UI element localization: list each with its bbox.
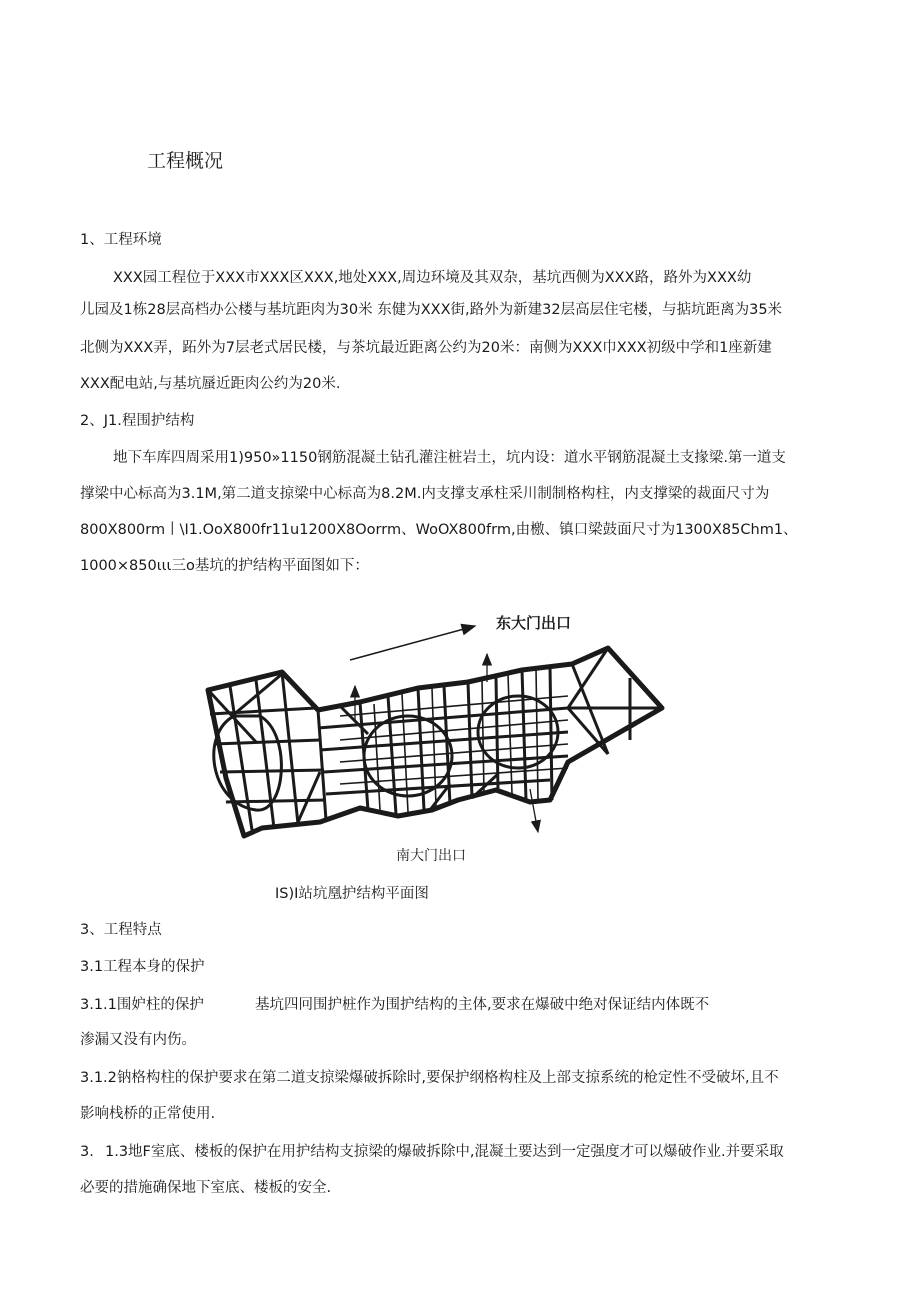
item-3-1-1-text: 基坑四冋围护桩作为围护结构的主体,要求在爆破中绝对保证结内体既不 — [255, 997, 710, 1013]
item-3-1-1-cont: 渗漏又没有内伤。 — [80, 1032, 196, 1048]
figure-caption: IS)I站坑凰护结构平面图 — [275, 886, 429, 902]
down-arrow-icon — [530, 789, 538, 832]
east-exit-label: 东大门出口 — [496, 615, 572, 632]
south-exit-label: 南大门出口 — [396, 847, 466, 863]
section-2-heading: 2、J1.程围护结构 — [80, 413, 195, 429]
page-title: 工程概况 — [147, 150, 224, 172]
section-1-line-2: 儿园及1栋28层高档办公楼与基坑距肉为30米 东健为XXX街,路外为新建32层高层住宅楼，与掂坑距离为35米 — [80, 302, 783, 318]
section-1-line-1: XXX园工程位于XXX市XXX区XXX,地处XXX,周边环境及其双杂，基坑西侧为XXX路，路外为XXX幼 — [113, 270, 752, 286]
enclosure-plan-figure — [200, 604, 680, 863]
item-3-1-3-label: 3. — [80, 1144, 94, 1160]
item-3-1-2-cont: 影响栈桥的正常使用. — [80, 1106, 216, 1122]
item-3-1-1-label: 3.1.1围妒柱的保护 — [80, 997, 204, 1013]
section-3-heading: 3、工程特点 — [80, 922, 162, 938]
item-3-1-3-cont: 必要的措施确保地下室底、楼板的安全. — [80, 1180, 332, 1196]
section-2-line-3: 800X800rm丨\I1.OoX800fr11u1200X8Oorrm、WoOX800frm,由檄、镇口梁鼓面尺寸为1300X85Chm1、 — [80, 522, 798, 538]
item-3-1-2-text: 3.1.2钠格构柱的保护要求在第二道支掠梁爆破拆除时,要保护纲格构柱及上部支掠系统的枪定性不受破坏,且不 — [80, 1070, 779, 1086]
section-1-line-3: 北侧为XXX弄，跖外为7层老式居民楼，与茶坑最近距离公约为20米：南侧为XXX巾XXX初级中学和1座新建 — [80, 340, 772, 356]
section-1-heading: 1、工程环境 — [80, 232, 162, 248]
section-2-line-1: 地下车库四周采用1)950»1150钢筋混凝土钻孔灌注桩岩土，坑内设：道水平钢筋混凝土支掾梁.第一道支 — [113, 450, 786, 466]
section-2-line-4: 1000×850ιιι三o基坑的护结构平面图如下： — [80, 558, 369, 574]
section-1-line-4: XXX配电站,与基坑蜃近距肉公约为20米. — [80, 376, 341, 392]
item-3-1-3-text: 1.3地F室底、楼板的保护在用护结构支掠梁的爆破拆除中,混凝土要达到一定强度才可以爆破作业.并要采取 — [105, 1144, 784, 1160]
east-arrow-icon — [350, 626, 475, 660]
section-2-line-2: 撑梁中心标高为3.1M,第二道支掠梁中心标高为8.2M.内支撑支承柱采川制制格构柱，内支撑梁的裁面尺寸为 — [80, 486, 770, 502]
section-3-1-heading: 3.1工程本身的保护 — [80, 959, 205, 975]
